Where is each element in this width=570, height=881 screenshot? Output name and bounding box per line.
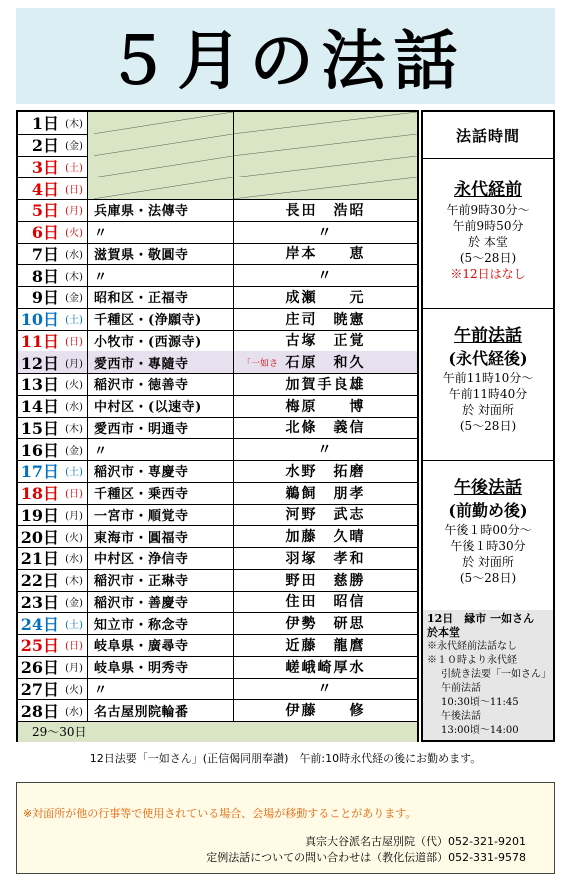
temple-name: 兵庫県・法傳寺 [94,204,189,220]
weekday: (金) [65,141,83,153]
gozen-title: 午前法話 [454,326,522,346]
priest-cell [234,699,417,721]
divider [423,308,553,309]
gozen-block [423,324,553,434]
schedule-row [18,156,417,179]
temple-cell [88,569,234,591]
priest-cell [234,264,417,286]
schedule-row [18,177,417,200]
gogo-time2: 午後１時30分 [450,539,526,553]
weekday: (木) [65,423,83,435]
last-row: 29〜30日 [18,721,417,742]
gozen-range: (5〜28日) [459,419,517,433]
day-number: 10日 [20,310,59,330]
eidai-note: ※12日はなし [450,267,526,281]
temple-cell [88,591,234,613]
ichinyo-pm-time: 13:00頃〜14:00 [441,725,519,736]
blank-slash [94,156,233,178]
temple-name: 稲沢市・徳善寺 [94,378,189,394]
temple-name: 中村区・(以速寺) [94,400,202,416]
day-number: 8日 [31,266,59,286]
schedule-table [16,110,419,742]
priest-cell [234,156,417,178]
eidai-range: (5〜28日) [459,251,517,265]
weekday: (水) [65,402,83,414]
footer [16,782,555,874]
temple-cell [88,156,234,178]
ichinyo-note3: 引続き法要「一如さん」 [441,669,551,680]
temple-name: 中村区・浄信寺 [94,552,189,568]
date-cell [18,438,88,460]
priest-cell [234,612,417,634]
priest-name: 加賀手良雄 [285,376,366,393]
schedule-row [18,134,417,157]
priest-cell [234,547,417,569]
weekday: (木) [65,576,83,588]
divider [423,460,553,461]
priest-cell [234,438,417,460]
title-banner [16,8,555,104]
priest-name: 〃 [317,442,334,459]
eidai-block [423,178,553,282]
date-cell [18,177,88,199]
temple-name: 名古屋別院輪番 [94,704,189,720]
priest-cell [234,351,417,373]
contact-inquiry: 定例法話についての問い合わせは（教化伝道部）052-331-9578 [206,851,526,864]
blank-slash [234,134,417,156]
weekday: (金) [65,293,83,305]
temple-cell [88,656,234,678]
temple-name: 知立市・称念寺 [94,617,189,633]
schedule-row [18,525,417,548]
day-number: 7日 [31,244,59,264]
temple-name: 岐阜県・明秀寺 [94,661,189,677]
date-cell [18,395,88,417]
date-cell [18,286,88,308]
priest-cell [234,134,417,156]
day-number: 12日 [20,353,59,373]
temple-cell [88,612,234,634]
day-number: 3日 [31,157,59,177]
weekday: (水) [65,554,83,566]
weekday: (日) [65,184,83,196]
day-number: 28日 [20,701,59,721]
day-number: 26日 [20,658,59,678]
weekday: (火) [65,532,83,544]
schedule-row [18,199,417,222]
date-cell [18,417,88,439]
temple-cell [88,177,234,199]
date-cell [18,569,88,591]
priest-cell [234,417,417,439]
day-number: 18日 [20,484,59,504]
gogo-place: 於 対面所 [462,555,514,569]
schedule-row [18,569,417,592]
temple-cell [88,199,234,221]
temple-cell [88,438,234,460]
temple-cell [88,395,234,417]
temple-cell [88,525,234,547]
temple-name: 昭和区・正福寺 [94,291,189,307]
blank-slash [234,156,417,178]
schedule-row [18,634,417,657]
weekday: (火) [65,228,83,240]
temple-cell [88,482,234,504]
day-number: 11日 [20,331,59,351]
temple-cell [88,547,234,569]
temple-name: 愛西市・專隨寺 [94,356,189,372]
weekday: (月) [65,663,83,675]
priest-name: 〃 [317,268,334,285]
priest-cell [234,112,417,134]
gozen-sub: (永代経後) [448,349,528,368]
priest-name: 河野 武志 [285,507,366,524]
day-number: 20日 [20,527,59,547]
priest-cell [234,330,417,352]
temple-cell [88,460,234,482]
day-number: 15日 [20,418,59,438]
day-number: 23日 [20,592,59,612]
eidai-title: 永代経前 [454,180,522,200]
temple-name: 滋賀県・敬圓寺 [94,247,189,263]
schedule-row [18,591,417,614]
priest-name: 住田 昭信 [285,594,366,611]
day-number: 14日 [20,397,59,417]
ichinyo-title: 12日 縁市 一如さん [427,612,535,625]
temple-name: 稲沢市・正琳寺 [94,574,189,590]
temple-cell [88,330,234,352]
weekday: (火) [65,684,83,696]
temple-name: 稲沢市・善慶寺 [94,595,189,611]
schedule-row [18,308,417,331]
date-cell [18,656,88,678]
temple-cell [88,221,234,243]
day-number: 27日 [20,679,59,699]
blank-slash [234,177,417,199]
time-header: 法話時間 [423,112,553,159]
weekday: (日) [65,489,83,501]
weekday: (木) [65,271,83,283]
temple-name: 小牧市・(西源寺) [94,334,202,350]
date-cell [18,460,88,482]
priest-name: 成瀬 元 [285,289,366,306]
schedule-row [18,373,417,396]
schedule-row [18,221,417,244]
date-cell [18,525,88,547]
day-number: 25日 [20,636,59,656]
blank-slash [94,112,233,134]
temple-cell [88,373,234,395]
weekday: (日) [65,641,83,653]
priest-name: 嵯峨崎厚水 [285,659,366,676]
ichinyo-place: 於本堂 [427,626,460,639]
gogo-time1: 午後１時00分〜 [444,523,532,537]
priest-name: 石原 和久 [285,355,366,372]
day-number: 1日 [31,114,59,134]
ichinyo-note1: ※永代経前法話なし [427,641,517,652]
schedule-row [18,504,417,527]
contact-main: 真宗大谷派名古屋別院（代）052-321-9201 [305,835,526,848]
priest-name: 長田 浩昭 [285,202,366,219]
day-number: 4日 [31,179,59,199]
schedule-row [18,286,417,309]
ichinyo-am-label: 午前法話 [441,683,481,694]
day-number: 2日 [31,136,59,156]
gozen-time1: 午前11時10分〜 [442,371,534,385]
weekday: (月) [65,206,83,218]
temple-cell [88,634,234,656]
ichinyo-am-time: 10:30頃〜11:45 [441,697,519,708]
schedule-row [18,417,417,440]
schedule-row [18,678,417,701]
priest-name: 伊藤 修 [285,703,366,720]
priest-name: 伊勢 研思 [285,616,366,633]
date-cell [18,199,88,221]
day-number: 6日 [31,223,59,243]
priest-name: 岸本 恵 [285,246,366,263]
priest-cell [234,656,417,678]
gogo-block [423,476,553,586]
date-cell [18,221,88,243]
temple-name: 稲沢市・専慶寺 [94,465,189,481]
ichinyo-note-line: 12日法要「一如さん」(正信偈同朋奉讃) 午前:10時永代経の後にお勤めます。 [89,752,482,765]
date-cell [18,330,88,352]
temple-cell [88,699,234,721]
date-cell [18,308,88,330]
priest-cell [234,569,417,591]
weekday: (土) [65,619,83,631]
weekday: (水) [65,249,83,261]
date-cell [18,134,88,156]
priest-name: 水野 拓磨 [285,463,366,480]
temple-cell [88,286,234,308]
temple-name: 千種区・(浄願寺) [94,313,202,329]
gogo-range: (5〜28日) [459,571,517,585]
gozen-time2: 午前11時40分 [448,387,528,401]
time-panel [421,110,555,742]
day-number: 24日 [20,614,59,634]
priest-name: 野田 慈勝 [285,572,366,589]
day-number: 21日 [20,549,59,569]
temple-cell [88,417,234,439]
priest-name: 羽塚 孝和 [285,550,366,567]
ichinyo-pm-label: 午後法話 [441,711,481,722]
priest-cell [234,525,417,547]
priest-cell [234,373,417,395]
gogo-title: 午後法話 [454,478,522,498]
eidai-time1: 午前9時30分〜 [446,203,530,217]
priest-cell [234,308,417,330]
schedule-row [18,656,417,679]
schedule-row [18,264,417,287]
weekday: (火) [65,380,83,392]
date-cell [18,351,88,373]
schedule-row [18,699,417,722]
weekday: (月) [65,510,83,522]
day-number: 19日 [20,505,59,525]
weekday: (金) [65,597,83,609]
schedule-row [18,438,417,461]
date-cell [18,112,88,134]
priest-cell [234,221,417,243]
blank-slash [94,134,233,156]
priest-name: 古塚 正覚 [285,333,366,350]
schedule-row [18,395,417,418]
priest-name: 近藤 龍麿 [285,637,366,654]
date-cell [18,156,88,178]
temple-name: 〃 [94,226,108,242]
schedule-row [18,351,417,374]
gogo-sub: (前勤め後) [448,501,528,520]
priest-name: 〃 [317,224,334,241]
temple-name: 一宮市・順覚寺 [94,508,189,524]
weekday: (土) [65,162,83,174]
priest-cell [234,634,417,656]
schedule-row [18,612,417,635]
schedule-row [18,460,417,483]
priest-name: 庄司 暁憲 [285,311,366,328]
temple-cell [88,112,234,134]
date-cell [18,612,88,634]
weekday: (日) [65,336,83,348]
day-number: 5日 [31,201,59,221]
date-cell [18,591,88,613]
day-number: 17日 [20,462,59,482]
weekday: (土) [65,467,83,479]
page-title: ５月の法話 [105,24,466,99]
priest-cell [234,177,417,199]
day-number: 13日 [20,375,59,395]
priest-cell [234,482,417,504]
schedule-row [18,112,417,135]
temple-cell [88,243,234,265]
date-cell [18,373,88,395]
day-number: 9日 [31,288,59,308]
priest-note: 「一如さ [242,358,279,369]
temple-cell [88,351,234,373]
priest-name: 鵜飼 朋孝 [285,485,366,502]
priest-name: 加藤 久晴 [285,529,366,546]
date-cell [18,678,88,700]
date-cell [18,699,88,721]
date-cell [18,264,88,286]
ichinyo-box [423,610,553,740]
temple-name: 東海市・圓福寺 [94,530,189,546]
temple-name: 〃 [94,269,108,285]
schedule-row [18,243,417,266]
temple-cell [88,134,234,156]
temple-name: 〃 [94,443,108,459]
priest-cell [234,460,417,482]
day-number: 16日 [20,440,59,460]
temple-name: 千種区・乗西寺 [94,487,189,503]
priest-cell [234,395,417,417]
temple-cell [88,264,234,286]
temple-cell [88,504,234,526]
day-number: 22日 [20,571,59,591]
venue-warning: ※対面所が他の行事等で使用されている場合、会場が移動することがあります。 [23,807,417,820]
eidai-place: 於 本堂 [468,235,508,249]
priest-cell [234,243,417,265]
ichinyo-note2: ※１０時より永代経 [427,655,517,666]
eidai-time2: 午前9時50分 [452,219,524,233]
temple-cell [88,678,234,700]
schedule-row [18,330,417,353]
schedule-row [18,547,417,570]
blank-slash [234,112,417,134]
blank-slash [94,177,233,199]
weekday: (土) [65,315,83,327]
date-cell [18,504,88,526]
priest-name: 〃 [317,681,334,698]
priest-cell [234,504,417,526]
priest-cell [234,678,417,700]
priest-cell [234,591,417,613]
weekday: (水) [65,706,83,718]
weekday: (月) [65,358,83,370]
priest-name: 北條 義信 [285,420,366,437]
schedule-row [18,482,417,505]
priest-cell [234,199,417,221]
weekday: (木) [65,119,83,131]
temple-name: 〃 [94,682,108,698]
date-cell [18,634,88,656]
temple-name: 岐阜県・廣尋寺 [94,639,189,655]
date-cell [18,482,88,504]
priest-name: 梅原 博 [285,398,366,415]
gozen-place: 於 対面所 [462,403,514,417]
date-cell [18,243,88,265]
priest-cell [234,286,417,308]
temple-cell [88,308,234,330]
weekday: (金) [65,445,83,457]
date-cell [18,547,88,569]
temple-name: 愛西市・明通寺 [94,421,189,437]
